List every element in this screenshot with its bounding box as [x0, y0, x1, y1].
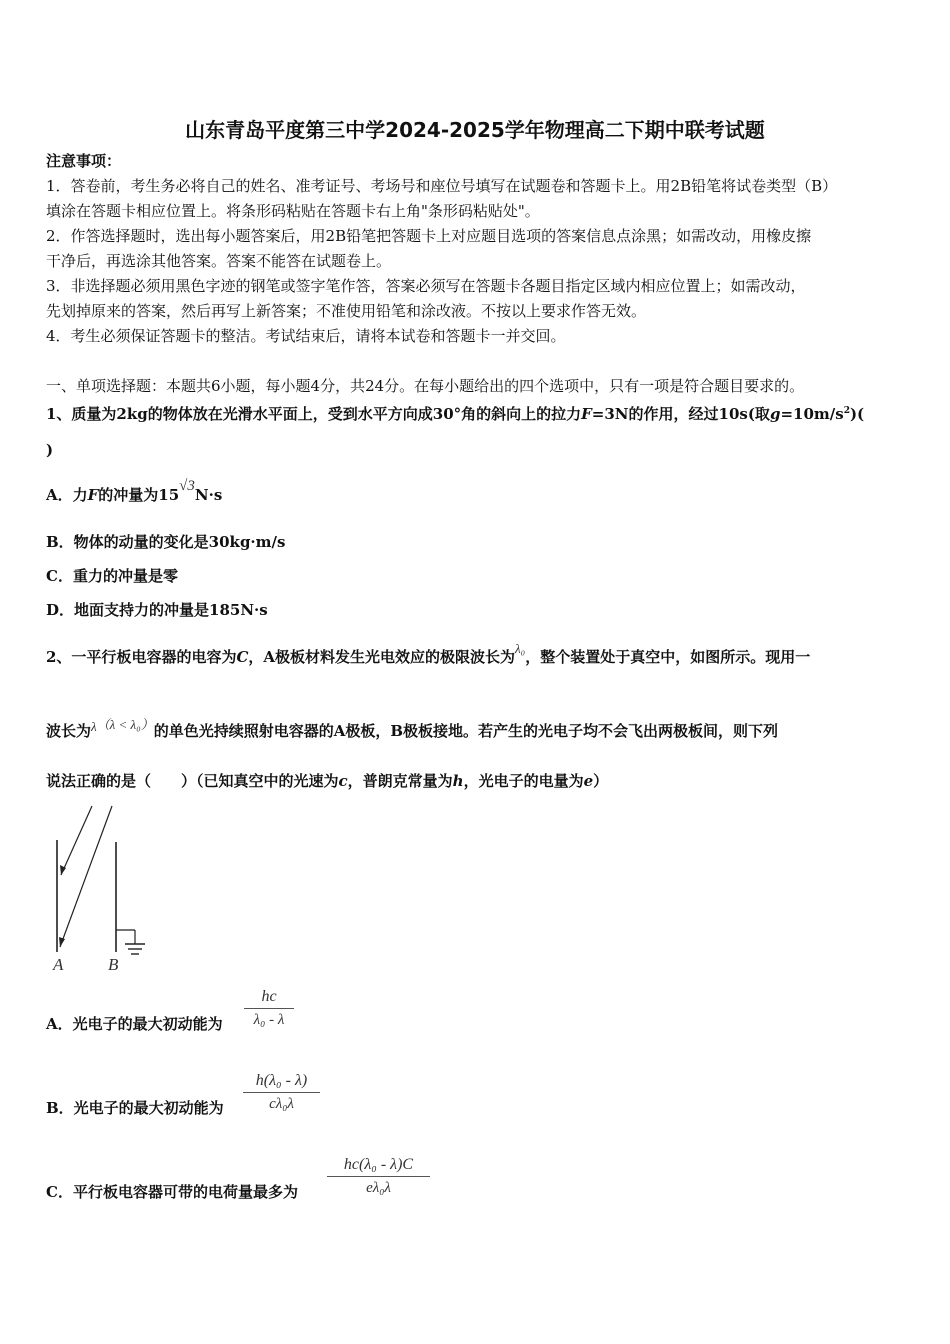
page-title: 山东青岛平度第三中学2024-2025学年物理高二下期中联考试题	[185, 118, 765, 142]
lambda-symbol: λ	[91, 719, 97, 734]
notice-line: 3．非选择题必须用黑色字迹的钢笔或签字笔作答，答案必须写在答题卡各题目指定区域内相应位置上；如需改动，	[46, 277, 806, 295]
notice-line: 干净后，再选涂其他答案。答案不能答在试题卷上。	[46, 252, 392, 270]
q2-option-a-formula: hc λ₀ - λ	[244, 987, 294, 1030]
q2-option-a[interactable]: A．光电子的最大初动能为	[46, 1015, 223, 1033]
light-ray	[60, 806, 112, 947]
capacitor-diagram	[46, 800, 156, 978]
notice-heading: 注意事项：	[46, 152, 122, 170]
q1-option-d[interactable]: D．地面支持力的冲量是185N·s	[46, 601, 268, 619]
q1-option-a[interactable]: A．力F的冲量为15√3N·s	[46, 478, 223, 504]
q1-stem: 1、质量为2kg的物体放在光滑水平面上，受到水平方向成30°角的斜向上的拉力F=3N的作用，经过10s(取$g=10m/s^2$)(	[46, 405, 865, 423]
label-b: B	[108, 955, 119, 974]
notice-line: 4．考生必须保证答题卡的整洁。考试结束后，请将本试卷和答题卡一并交回。	[46, 327, 566, 345]
q2-option-b-formula: h(λ₀ - λ) cλ₀λ	[243, 1071, 320, 1114]
q2-stem-line2: 波长为λ（λ < λ₀）的单色光持续照射电容器的A极板，B极板接地。若产生的光电子均不会飞出两极板间，则下列	[46, 717, 779, 740]
q2-option-c-formula: hc(λ₀ - λ)C eλ₀λ	[327, 1155, 430, 1198]
section-heading: 一、单项选择题：本题共6小题，每小题4分，共24分。在每小题给出的四个选项中，只有一项是符合题目要求的。	[46, 377, 805, 395]
q1-option-b[interactable]: B．物体的动量的变化是30kg·m/s	[46, 533, 286, 551]
label-a: A	[53, 955, 64, 974]
q1-stem-close: )	[46, 441, 54, 459]
lambda0-symbol: λ₀	[515, 641, 526, 656]
q2-option-b[interactable]: B．光电子的最大初动能为	[46, 1099, 224, 1117]
q1-option-c[interactable]: C．重力的冲量是零	[46, 567, 178, 585]
notice-line: 填涂在答题卡相应位置上。将条形码粘贴在答题卡右上角"条形码粘贴处"。	[46, 202, 540, 220]
notice-line: 先划掉原来的答案，然后再写上新答案；不准使用铅笔和涂改液。不按以上要求作答无效。	[46, 302, 647, 320]
q2-option-c[interactable]: C．平行板电容器可带的电荷量最多为	[46, 1183, 298, 1201]
sqrt3-formula: √3	[179, 478, 195, 494]
notice-line: 1．答卷前，考生务必将自己的姓名、准考证号、考场号和座位号填写在试题卷和答题卡上。用2B铅笔将试卷类型（B）	[46, 177, 838, 195]
light-ray	[61, 806, 92, 875]
q2-stem-line1: 2、一平行板电容器的电容为C，A极板材料发生光电效应的极限波长为λ₀，整个装置处于真空中，如图所示。现用一	[46, 641, 811, 666]
notice-line: 2．作答选择题时，选出每小题答案后，用2B铅笔把答题卡上对应题目选项的答案信息点涂黑；如需改动，用橡皮擦	[46, 227, 812, 245]
ray-arrowhead	[59, 937, 65, 947]
lambda-condition: （λ < λ₀）	[96, 717, 154, 732]
q2-stem-line3: 说法正确的是（ ）（已知真空中的光速为c，普朗克常量为h，光电子的电量为e）	[46, 772, 609, 790]
